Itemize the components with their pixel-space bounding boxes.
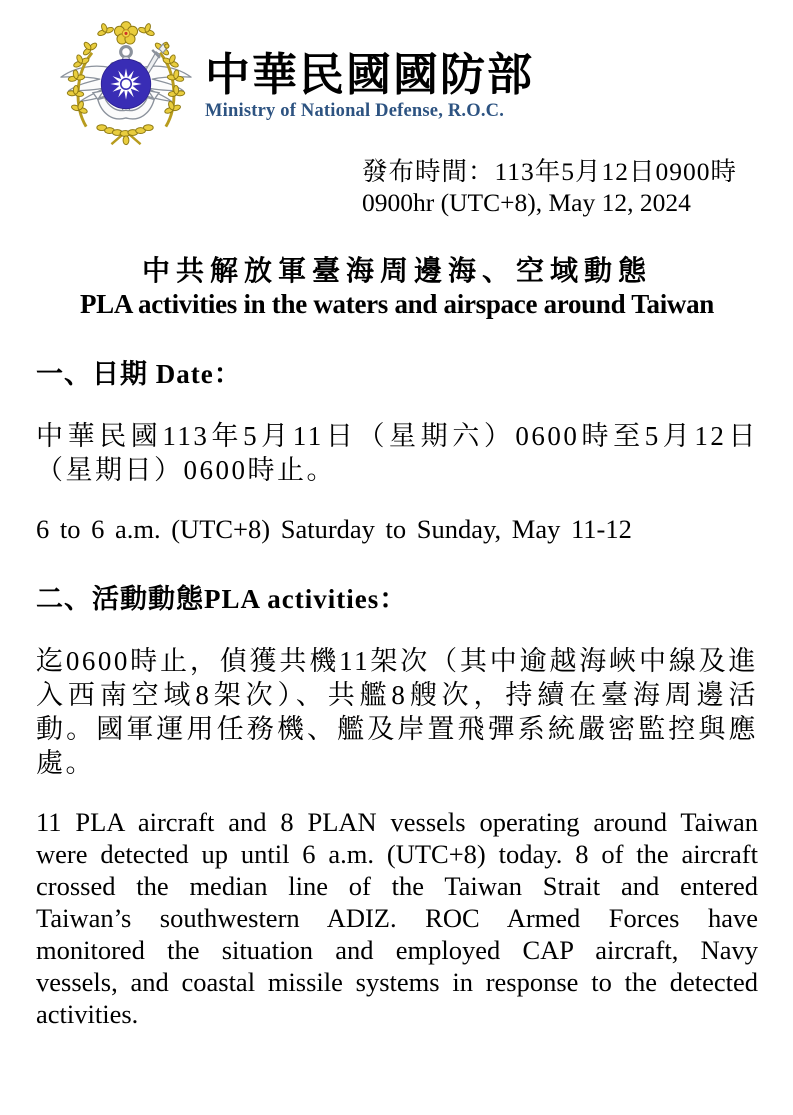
- section-activities-paragraph-zh: 迄0600時止，偵獲共機11架次（其中逾越海峽中線及進入西南空域8架次）、共艦8艘次，持續在臺海周邊活動。國軍運用任務機、艦及岸置飛彈系統嚴密監控與應處。: [36, 646, 758, 778]
- release-time: [362, 156, 737, 218]
- section-activities-heading: 二、活動動態PLA activities：: [36, 584, 408, 614]
- org-name-block: [205, 50, 534, 122]
- section-activities-paragraph-en: 11 PLA aircraft and 8 PLAN vessels operating around Taiwan were detected up until 6 a.m. (UTC+8) today. 8 of the aircraft crossed the median line of the Taiwan Strait and entered Taiwan’s southwestern ADIZ. ROC Armed Forces have monitored the situation and employed CAP aircraft, Navy vessels, and coastal missile systems in response to the detected activities.: [36, 807, 758, 1029]
- document-title-en: PLA activities in the waters and airspace around Taiwan: [79, 289, 715, 319]
- org-subtitle-en: Ministry of National Defense, R.O.C.: [205, 101, 505, 122]
- section-date-paragraph-en: 6 to 6 a.m. (UTC+8) Saturday to Sunday, May 11-12: [36, 514, 632, 544]
- release-time-zh: 發布時間：113年5月12日0900時: [362, 157, 738, 186]
- mnd-logo: [52, 14, 534, 150]
- release-time-en: 0900hr (UTC+8), May 12, 2024: [362, 188, 691, 217]
- section-date-heading: 一、日期 Date：: [36, 359, 242, 389]
- mnd-emblem-icon: [52, 14, 200, 150]
- document-title-zh: 中共解放軍臺海周邊海、空域動態: [141, 256, 652, 287]
- document-body: [36, 256, 758, 1030]
- org-title-zh: 中華民國國防部: [205, 50, 535, 100]
- section-date-paragraph-zh: 中華民國113年5月11日（星期六）0600時至5月12日（星期日）0600時止。: [36, 421, 758, 485]
